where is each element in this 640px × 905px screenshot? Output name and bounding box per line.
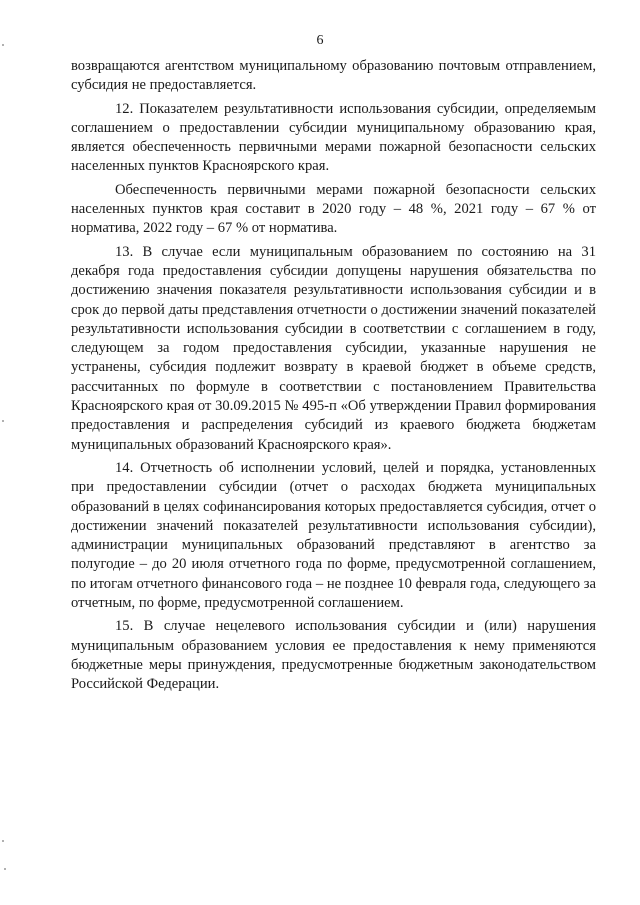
paragraph-continuation: возвращаются агентством муниципальному образованию почтовым отправлением, субсидия не предоставляется. — [71, 58, 596, 94]
page-number: 6 — [316, 33, 324, 48]
scan-artifact — [2, 44, 4, 46]
scan-artifact — [2, 840, 4, 842]
paragraph-item-12: 12. Показателем результативности использования субсидии, определяемым соглашением о предоставлении субсидии муниципальному образованию края, является обеспеченность первичными мерами пожарной безопасности сельских населенных пунктов Красноярского края. — [71, 100, 596, 175]
paragraph-item-15: 15. В случае нецелевого использования субсидии и (или) нарушения муниципальным образованием условия ее предоставления к нему применяются бюджетные меры принуждения, предусмотренные бюджетным законодательством Российской Федерации. — [71, 618, 596, 693]
paragraph-item-13: 13. В случае если муниципальным образованием по состоянию на 31 декабря года предоставления субсидии допущены нарушения обязательства по достижению значения показателя результативности использования субсидии и в срок до первой даты представления отчетности о достижении значений показателей результативности использования субсидии в соответствии с соглашением в году, следующем за годом предоставления субсидии, указанные нарушения не устранены, субсидия подлежит возврату в краевой бюджет в объеме средств, рассчитанных по формуле в соответствии с постановлением Правительства Красноярского края от 30.09.2015 № 495-п «Об утверждении Правил формирования предоставления и распределения субсидий из краевого бюджета бюджетам муниципальных образований Красноярского края». — [71, 243, 596, 453]
paragraph-target-values: Обеспеченность первичными мерами пожарной безопасности сельских населенных пунктов края составит в 2020 году – 48 %, 2021 году – 67 % от норматива, 2022 году – 67 % от норматива. — [71, 181, 596, 237]
paragraph-item-14: 14. Отчетность об исполнении условий, целей и порядка, установленных при предоставлении субсидии (отчет о расходах бюджета муниципальных образований в целях софинансирования которых предоставляется субсидия, отчет о достижении значений показателей результативности использования субсидии), администрации муниципальных образований представляют в агентство за полугодие – до 20 июля отчетного года по форме, предусмотренной соглашением, по итогам отчетного финансового года – не позднее 10 февраля года, следующего за отчетным, по форме, предусмотренной соглашением. — [71, 459, 596, 612]
scan-artifact — [4, 868, 6, 870]
scan-artifact — [2, 420, 4, 422]
document-body — [71, 57, 596, 695]
